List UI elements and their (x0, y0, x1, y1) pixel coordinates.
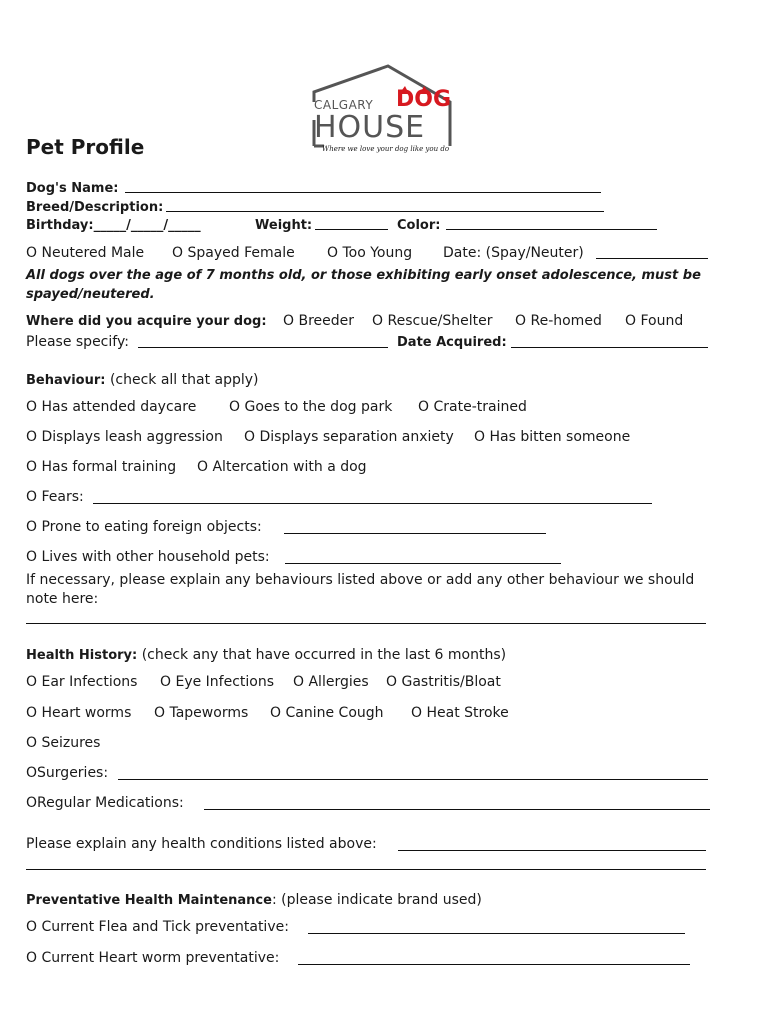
behaviour-option-label: Has bitten someone (489, 429, 631, 445)
logo-calgary-text: CALGARY (314, 98, 374, 112)
fears-label: Fears: (41, 489, 84, 505)
preventative-heading (26, 892, 482, 908)
specify-field[interactable] (138, 336, 388, 348)
behaviour-option-label: Has formal training (41, 459, 177, 475)
health-option-label: Eye Infections (175, 674, 275, 690)
checkbox-icon[interactable]: O (229, 399, 241, 415)
checkbox-icon[interactable]: O (327, 245, 339, 261)
behaviour-option-label: Altercation with a dog (212, 459, 367, 475)
checkbox-icon[interactable]: O (386, 674, 398, 690)
checkbox-icon[interactable]: O (411, 705, 423, 721)
checkbox-icon[interactable]: O (474, 429, 486, 445)
specify-label: Please specify: (26, 334, 129, 350)
heartworm-field[interactable] (298, 953, 690, 965)
checkbox-icon[interactable]: O (26, 765, 38, 781)
rescue-label: Rescue/Shelter (387, 313, 493, 329)
medications-option[interactable] (26, 795, 184, 811)
health-option-label: Tapeworms (169, 705, 249, 721)
color-field[interactable] (446, 218, 657, 230)
health-explain-field[interactable] (398, 839, 706, 851)
heartworm-option[interactable] (26, 950, 279, 966)
behaviour-option-label: Goes to the dog park (244, 399, 393, 415)
too-young-option[interactable] (327, 245, 412, 261)
health-option-label: Ear Infections (41, 674, 138, 690)
behaviour-option-label: Displays separation anxiety (259, 429, 454, 445)
date-acquired-field[interactable] (511, 336, 708, 348)
page-title: Pet Profile (26, 135, 145, 159)
behaviour-option[interactable] (26, 459, 176, 475)
surgeries-field[interactable] (118, 768, 708, 780)
spayed-female-option[interactable] (172, 245, 295, 261)
checkbox-icon[interactable]: O (244, 429, 256, 445)
fears-option[interactable] (26, 489, 84, 505)
health-option-label: Gastritis/Bloat (401, 674, 501, 690)
health-option[interactable] (26, 674, 137, 690)
behaviour-explain-field[interactable] (26, 623, 706, 624)
fears-field[interactable] (93, 492, 652, 504)
dogs-name-label: Dog's Name: (26, 181, 119, 196)
neutered-male-label: Neutered Male (41, 245, 145, 261)
lives-with-option[interactable] (26, 549, 270, 565)
date-acquired-label: Date Acquired: (397, 335, 507, 350)
preventative-heading-label: Preventative Health Maintenance (26, 893, 272, 908)
health-option-label: Allergies (308, 674, 369, 690)
behaviour-option[interactable] (474, 429, 630, 445)
behaviour-heading-label: Behaviour: (26, 373, 106, 388)
found-option[interactable] (625, 313, 683, 329)
logo-dog-text: DOG (396, 87, 452, 112)
weight-label: Weight: (255, 218, 313, 233)
spay-date-field[interactable] (596, 247, 708, 259)
behaviour-row-1 (26, 399, 196, 415)
behaviour-option-label: Crate-trained (433, 399, 527, 415)
behaviour-option-label: Has attended daycare (41, 399, 197, 415)
breeder-option[interactable] (283, 313, 354, 329)
surgeries-option[interactable] (26, 765, 108, 781)
checkbox-icon[interactable]: O (26, 919, 38, 935)
checkbox-icon[interactable]: O (26, 399, 38, 415)
checkbox-icon[interactable]: O (26, 245, 38, 261)
lives-with-label: Lives with other household pets: (41, 549, 270, 565)
behaviour-hint: (check all that apply) (109, 372, 259, 388)
health-option[interactable] (293, 674, 369, 690)
flea-field[interactable] (308, 922, 685, 934)
health-hint: (check any that have occurred in the last 6 months) (141, 647, 507, 663)
behaviour-explain-label: If necessary, please explain any behaviours listed above or add any other behaviour we should note here: (26, 572, 695, 607)
spay-date-label: Date: (Spay/Neuter) (443, 245, 584, 261)
seizures-option[interactable] (26, 735, 100, 751)
spay-notice: All dogs over the age of 7 months old, or those exhibiting early onset adolescence, must be spayed/neutered. (26, 268, 701, 302)
health-option[interactable] (411, 705, 509, 721)
checkbox-icon[interactable]: O (172, 245, 184, 261)
health-option-label: Heat Stroke (426, 705, 509, 721)
behaviour-option[interactable] (418, 399, 527, 415)
flea-label: Current Flea and Tick preventative: (41, 919, 289, 935)
neutered-male-option[interactable] (26, 245, 144, 261)
breed-label: Breed/Description: (26, 200, 164, 215)
prone-field[interactable] (284, 522, 546, 534)
checkbox-icon[interactable]: O (293, 674, 305, 690)
checkbox-icon[interactable]: O (26, 674, 38, 690)
checkbox-icon[interactable]: O (26, 489, 38, 505)
health-option-label: Heart worms (41, 705, 132, 721)
medications-label: Regular Medications: (37, 795, 184, 811)
seizures-label: Seizures (41, 735, 101, 751)
behaviour-option-label: Displays leash aggression (41, 429, 223, 445)
medications-field[interactable] (204, 798, 710, 810)
too-young-label: Too Young (342, 245, 413, 261)
checkbox-icon[interactable]: O (26, 735, 38, 751)
checkbox-icon[interactable]: O (625, 313, 637, 329)
rescue-option[interactable] (372, 313, 493, 329)
dogs-name-field[interactable] (125, 181, 601, 193)
checkbox-icon[interactable]: O (26, 950, 38, 966)
checkbox-icon[interactable]: O (26, 459, 38, 475)
checkbox-icon[interactable]: O (26, 705, 38, 721)
lives-with-field[interactable] (285, 552, 561, 564)
color-label: Color: (397, 218, 441, 233)
behaviour-heading (26, 372, 259, 388)
checkbox-icon[interactable]: O (26, 795, 38, 811)
health-option[interactable] (270, 705, 384, 721)
checkbox-icon[interactable]: O (283, 313, 295, 329)
prone-option[interactable] (26, 519, 262, 535)
health-heading (26, 647, 506, 663)
checkbox-icon[interactable]: O (372, 313, 384, 329)
spayed-female-label: Spayed Female (187, 245, 295, 261)
health-explain-label: Please explain any health conditions listed above: (26, 836, 377, 852)
breed-field[interactable] (166, 200, 604, 212)
rehomed-label: Re-homed (530, 313, 602, 329)
heartworm-label: Current Heart worm preventative: (41, 950, 280, 966)
health-option-label: Canine Cough (285, 705, 384, 721)
acquire-question: Where did you acquire your dog: (26, 314, 267, 329)
checkbox-icon[interactable]: O (26, 429, 38, 445)
checkbox-icon[interactable]: O (154, 705, 166, 721)
calgary-dog-house-logo (302, 62, 462, 157)
health-heading-label: Health History: (26, 648, 138, 663)
prone-label: Prone to eating foreign objects: (41, 519, 262, 535)
logo-tagline: Where we love your dog like you do (322, 145, 450, 153)
surgeries-label: Surgeries: (37, 765, 109, 781)
behaviour-option[interactable] (26, 429, 223, 445)
checkbox-icon[interactable]: O (26, 549, 38, 565)
health-option[interactable] (26, 705, 131, 721)
health-option[interactable] (154, 705, 248, 721)
health-option[interactable] (160, 674, 274, 690)
health-explain-field-line[interactable] (26, 869, 706, 870)
birthday-field[interactable]: Birthday:_____/_____/_____ (26, 218, 201, 233)
behaviour-option[interactable] (229, 399, 392, 415)
found-label: Found (640, 313, 684, 329)
logo-house-text: HOUSE (314, 110, 426, 145)
breeder-label: Breeder (298, 313, 355, 329)
rehomed-option[interactable] (515, 313, 602, 329)
health-option[interactable] (386, 674, 501, 690)
checkbox-icon[interactable]: O (26, 519, 38, 535)
behaviour-option[interactable] (197, 459, 367, 475)
behaviour-option[interactable] (244, 429, 454, 445)
checkbox-icon[interactable]: O (418, 399, 430, 415)
weight-field[interactable] (315, 218, 388, 230)
flea-option[interactable] (26, 919, 289, 935)
checkbox-icon[interactable]: O (160, 674, 172, 690)
preventative-hint: : (please indicate brand used) (271, 892, 482, 908)
checkbox-icon[interactable]: O (270, 705, 282, 721)
checkbox-icon[interactable]: O (515, 313, 527, 329)
checkbox-icon[interactable]: O (197, 459, 209, 475)
